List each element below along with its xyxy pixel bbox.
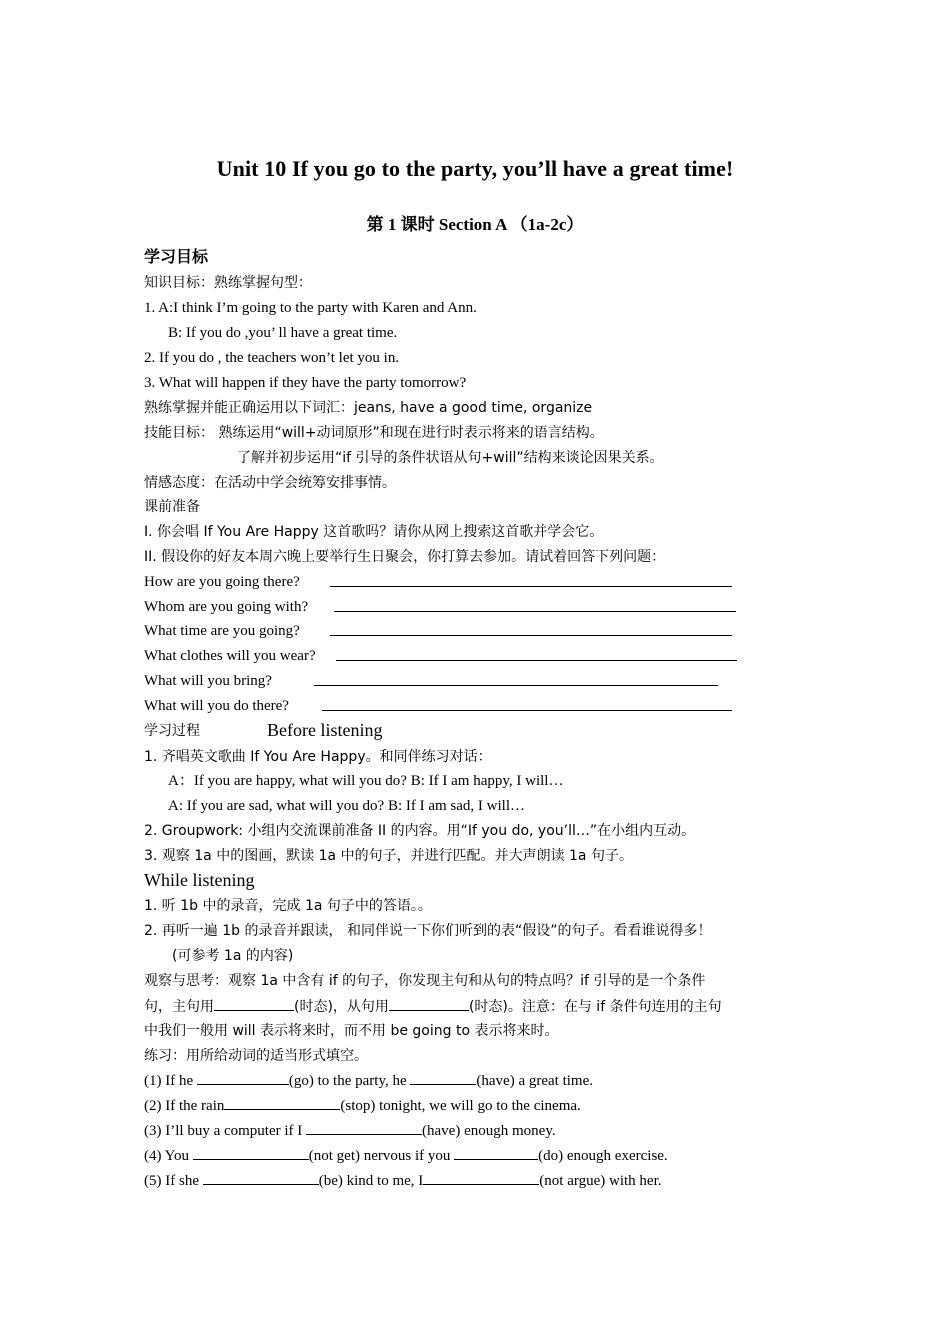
answer-blank[interactable] (336, 646, 737, 661)
before-step-2: 2. Groupwork: 小组内交流课前准备 II 的内容。用“If you do, you’ll…”在小组内互动。 (144, 823, 696, 839)
exercise-text: (2) If the rain (144, 1098, 225, 1114)
prep-heading: 课前准备 (144, 499, 200, 515)
exercise-text: (be) kind to me, I (318, 1173, 424, 1189)
observe-line-2 (144, 996, 722, 1017)
observe-text-b: (时态)，从句用 (294, 999, 389, 1015)
while-step-2: 2. 再听一遍 1b 的录音并跟读， 和同伴说一下你们听到的表“假设”的句子。看看谁说得多！ (144, 923, 712, 939)
question-text: What time are you going? (144, 623, 300, 639)
before-listening-heading: Before listening (267, 720, 383, 740)
question-row (144, 671, 272, 691)
question-row (144, 646, 316, 666)
exercise-blank[interactable] (454, 1145, 538, 1160)
question-text: What will you bring? (144, 673, 272, 689)
exercise-text: (4) You (144, 1148, 193, 1164)
sentence-1b: B: If you do ,you’ ll have a great time. (168, 325, 398, 341)
exercise-2 (144, 1095, 581, 1116)
exercise-text: (5) If she (144, 1173, 203, 1189)
question-row (144, 621, 300, 641)
exercise-blank[interactable] (423, 1170, 539, 1185)
before-step-3: 3. 观察 1a 中的图画，默读 1a 中的句子，并进行匹配。并大声朗读 1a 句子。 (144, 848, 633, 864)
exercise-blank[interactable] (410, 1070, 476, 1085)
exercise-blank[interactable] (193, 1145, 309, 1160)
exercise-blank[interactable] (203, 1170, 319, 1185)
exercise-text: (have) enough money. (422, 1123, 556, 1139)
practice-heading: 练习：用所给动词的适当形式填空。 (144, 1048, 368, 1064)
objectives-heading: 学习目标 (144, 249, 209, 266)
lesson-subtitle: 第 1 课时 Section A （1a-2c） (366, 215, 584, 234)
exercise-blank[interactable] (224, 1095, 340, 1110)
observe-line-1: 观察与思考：观察 1a 中含有 if 的句子，你发现主句和从句的特点吗？if 引导的是一个条件 (144, 973, 706, 989)
exercise-blank[interactable] (197, 1070, 289, 1085)
question-row (144, 572, 300, 592)
knowledge-label: 知识目标：熟练掌握句型： (144, 275, 312, 291)
answer-blank[interactable] (334, 597, 736, 612)
exercise-text: (not argue) with her. (539, 1173, 662, 1189)
exercise-text: (go) to the party, he (288, 1073, 411, 1089)
before-step-1: 1. 齐唱英文歌曲 If You Are Happy。和同伴练习对话： (144, 749, 492, 765)
vocab-line: 熟练掌握并能正确运用以下词汇：jeans, have a good time, organize (144, 400, 593, 416)
question-text: Whom are you going with? (144, 599, 309, 615)
answer-blank[interactable] (330, 572, 732, 587)
prep-item-1: I. 你会唱 If You Are Happy 这首歌吗？请你从网上搜索这首歌并学会它。 (144, 524, 604, 540)
exercise-blank[interactable] (306, 1120, 422, 1135)
answer-blank[interactable] (322, 696, 732, 711)
exercise-text: (stop) tonight, we will go to the cinema. (340, 1098, 581, 1114)
process-heading: 学习过程 (144, 723, 200, 739)
skill-line-2: 了解并初步运用“if 引导的条件状语从句+will”结构来谈论因果关系。 (237, 450, 664, 466)
tense-blank-main[interactable] (214, 996, 294, 1011)
answer-blank[interactable] (330, 621, 732, 636)
exercise-text: (1) If he (144, 1073, 197, 1089)
while-step-1: 1. 听 1b 中的录音，完成 1a 句子中的答语。。 (144, 898, 432, 914)
observe-text-c: (时态)。注意：在与 if 条件句连用的主句 (468, 999, 722, 1015)
question-row (144, 597, 308, 617)
question-row (144, 696, 289, 716)
exercise-text: (do) enough exercise. (538, 1148, 668, 1164)
sentence-3: 3. What will happen if they have the party tomorrow? (144, 375, 467, 391)
exercise-text: (3) I’ll buy a computer if I (144, 1123, 307, 1139)
dialogue-line-1: A：If you are happy, what will you do? B: If I am happy, I will… (168, 773, 564, 789)
sentence-1a: 1. A:I think I’m going to the party with Karen and Ann. (144, 300, 477, 316)
exercise-1 (144, 1070, 593, 1091)
tense-blank-clause[interactable] (389, 996, 469, 1011)
question-text: What will you do there? (144, 698, 289, 714)
exercise-5 (144, 1170, 662, 1191)
while-listening-heading: While listening (144, 870, 255, 890)
observe-text-a: 句，主句用 (144, 999, 214, 1015)
prep-item-2: II. 假设你的好友本周六晚上要举行生日聚会，你打算去参加。请试着回答下列问题： (144, 549, 666, 565)
exercise-4 (144, 1145, 668, 1166)
answer-blank[interactable] (314, 671, 718, 686)
observe-line-3: 中我们一般用 will 表示将来时，而不用 be going to 表示将来时。 (144, 1023, 559, 1039)
skill-line-1: 技能目标： 熟练运用“will+动词原形”和现在进行时表示将来的语言结构。 (144, 425, 604, 441)
question-text: How are you going there? (144, 574, 300, 590)
exercise-3 (144, 1120, 556, 1141)
dialogue-line-2: A: If you are sad, what will you do? B: If I am sad, I will… (168, 798, 526, 814)
page-title: Unit 10 If you go to the party, you’ll have a great time! (216, 156, 734, 181)
exercise-text: (not get) nervous if you (308, 1148, 455, 1164)
question-text: What clothes will you wear? (144, 648, 316, 664)
sentence-2: 2. If you do , the teachers won’t let you in. (144, 350, 400, 366)
exercise-text: (have) a great time. (476, 1073, 593, 1089)
emotion-line: 情感态度：在活动中学会统筹安排事情。 (144, 475, 396, 491)
while-step-2-note: (可参考 1a 的内容) (172, 948, 294, 964)
